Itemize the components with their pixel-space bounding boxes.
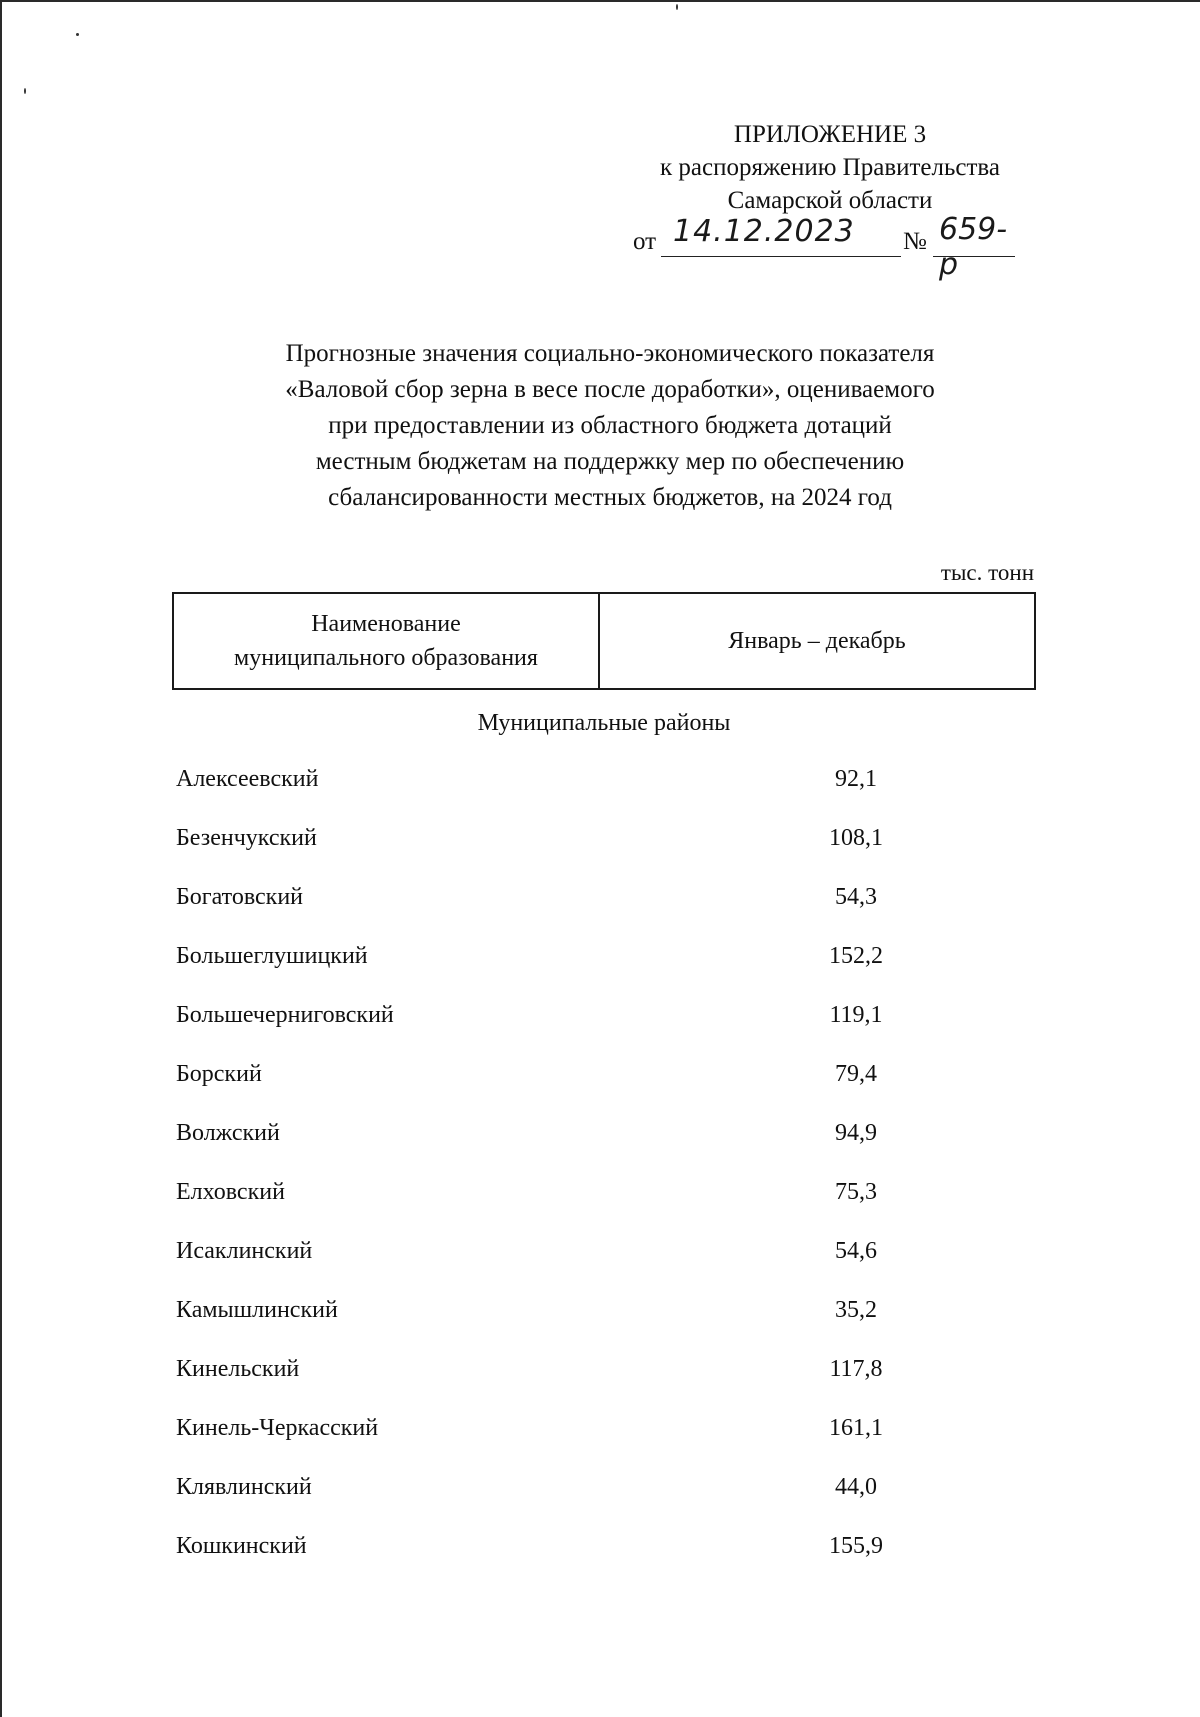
header-period-cell: Январь – декабрь <box>728 627 906 654</box>
scan-speck <box>676 4 678 10</box>
date-field <box>661 214 901 257</box>
municipality-value: 117,8 <box>829 1356 883 1382</box>
table-row <box>176 1411 1036 1470</box>
municipality-name: Большечерниговский <box>176 1002 394 1028</box>
municipality-name: Волжский <box>176 1120 280 1146</box>
table-row <box>176 1293 1036 1352</box>
municipality-value: 92,1 <box>835 766 877 792</box>
table-row <box>176 821 1036 880</box>
table-row <box>176 1352 1036 1411</box>
number-label: № <box>903 228 927 255</box>
table-row <box>176 1234 1036 1293</box>
scan-speck <box>76 33 79 36</box>
units-label: тыс. тонн <box>940 560 1034 585</box>
municipality-value: 155,9 <box>829 1533 883 1559</box>
municipality-value: 79,4 <box>835 1061 877 1087</box>
table-body <box>176 762 1036 1588</box>
municipality-name: Кинель-Черкасский <box>176 1415 379 1441</box>
municipality-name: Борский <box>176 1061 262 1087</box>
title-line: «Валовой сбор зерна в весе после доработки», оцениваемого <box>285 376 935 403</box>
table-row <box>176 939 1036 998</box>
appendix-title: ПРИЛОЖЕНИЕ 3 <box>733 121 927 148</box>
table-header <box>172 592 1036 690</box>
municipality-value: 35,2 <box>835 1297 877 1323</box>
appendix-line3: Самарской области <box>727 187 933 214</box>
handwritten-number: 659-р <box>939 212 1008 282</box>
municipality-value: 152,2 <box>829 943 883 969</box>
table-row <box>176 998 1036 1057</box>
appendix-header <box>600 118 1060 217</box>
municipality-value: 54,3 <box>835 884 877 910</box>
title-line: при предоставлении из областного бюджета дотаций <box>328 412 892 439</box>
municipality-value: 161,1 <box>829 1415 883 1441</box>
document-title <box>180 336 1040 516</box>
table-row <box>176 1116 1036 1175</box>
municipality-name: Исаклинский <box>176 1238 313 1264</box>
municipality-value: 54,6 <box>835 1238 877 1264</box>
municipality-value: 75,3 <box>835 1179 877 1205</box>
table-row <box>176 762 1036 821</box>
table-row <box>176 1057 1036 1116</box>
table-row <box>176 880 1036 939</box>
date-prefix: от <box>633 228 657 255</box>
header-name-line2: муниципального образования <box>234 645 538 671</box>
municipality-name: Кошкинский <box>176 1533 307 1559</box>
municipality-value: 44,0 <box>835 1474 877 1500</box>
municipality-value: 108,1 <box>829 825 883 851</box>
header-name-cell <box>174 594 600 688</box>
scan-edge-left <box>0 0 2 1717</box>
municipality-name: Камышлинский <box>176 1297 338 1323</box>
header-name-line1: Наименование <box>311 611 461 637</box>
title-line: Прогнозные значения социально-экономического показателя <box>285 340 935 367</box>
municipality-value: 94,9 <box>835 1120 877 1146</box>
municipality-name: Елховский <box>176 1179 285 1205</box>
scan-speck <box>24 88 26 94</box>
table-row <box>176 1470 1036 1529</box>
municipality-name: Безенчукский <box>176 825 317 851</box>
section-title: Муниципальные районы <box>477 710 731 736</box>
table-row <box>176 1529 1036 1588</box>
title-line: сбалансированности местных бюджетов, на 2024 год <box>328 484 892 511</box>
appendix-line2: к распоряжению Правительства <box>659 154 1000 181</box>
municipality-name: Кинельский <box>176 1356 300 1382</box>
municipality-value: 119,1 <box>829 1002 883 1028</box>
handwritten-date: 14.12.2023 <box>673 214 855 249</box>
scan-edge-top <box>0 0 1200 2</box>
municipality-name: Клявлинский <box>176 1474 312 1500</box>
title-line: местным бюджетам на поддержку мер по обеспечению <box>315 448 905 475</box>
municipality-name: Алексеевский <box>176 766 319 792</box>
number-field <box>933 212 1015 282</box>
municipality-name: Богатовский <box>176 884 304 910</box>
appendix-date-row <box>633 212 1033 282</box>
table-row <box>176 1175 1036 1234</box>
municipality-name: Большеглушицкий <box>176 943 368 969</box>
